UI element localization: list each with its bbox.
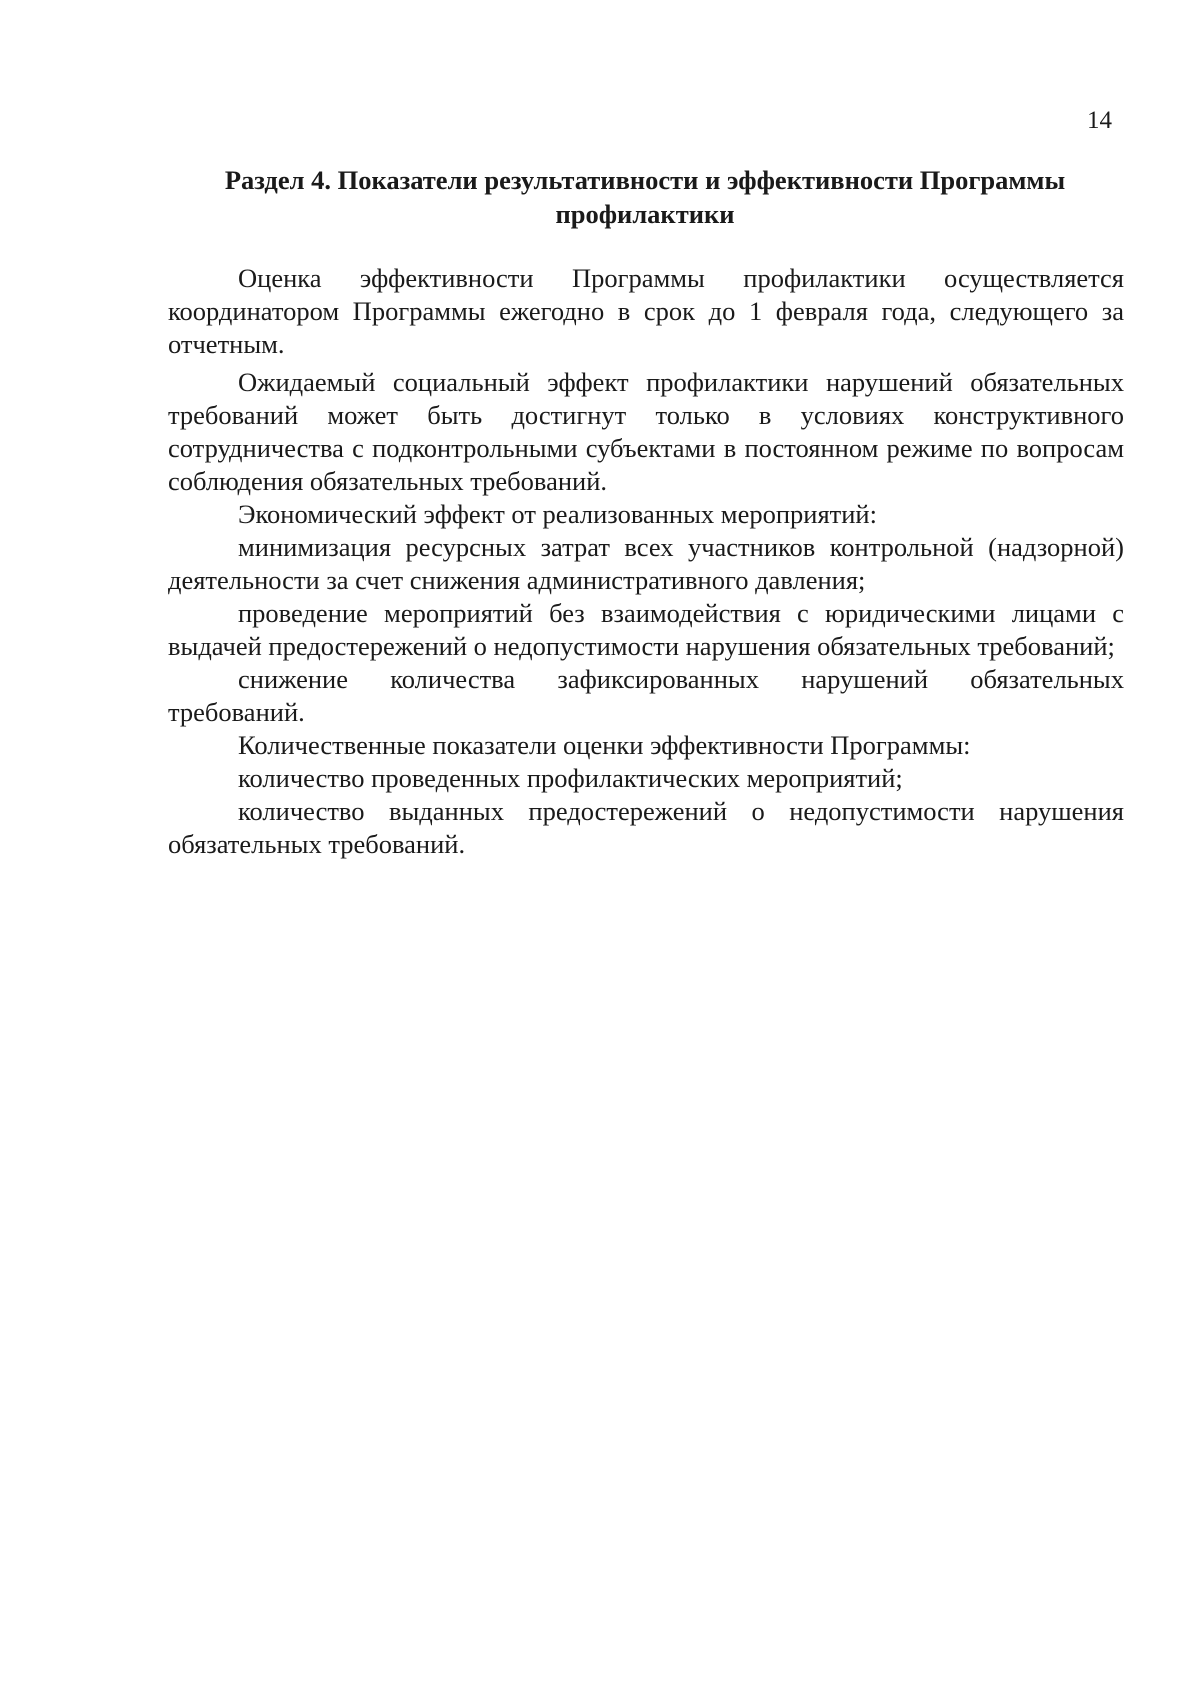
paragraph-evaluation: Оценка эффективности Программы профилактики осуществляется координатором Программы ежегодно в срок до 1 февраля года, следующего за отчетным.: [168, 263, 1124, 359]
section-heading-line-1: Раздел 4. Показатели результативности и эффективности Программы: [224, 165, 1066, 195]
page-number: 14: [1087, 107, 1112, 134]
paragraph-events-count: количество проведенных профилактических мероприятий;: [238, 763, 903, 793]
paragraph-reduction: снижение количества зафиксированных нарушений обязательных требований.: [168, 664, 1124, 727]
document-body: [168, 262, 1124, 861]
paragraph-economic-effect: Экономический эффект от реализованных мероприятий:: [238, 499, 877, 529]
section-heading: [170, 163, 1120, 231]
paragraph-warnings-count: количество выданных предостережений о недопустимости нарушения обязательных требований.: [168, 796, 1124, 859]
paragraph-activities: проведение мероприятий без взаимодействия с юридическими лицами с выдачей предостережений о недопустимости нарушения обязательных требований;: [168, 598, 1124, 661]
paragraph-minimization: минимизация ресурсных затрат всех участников контрольной (надзорной) деятельности за счет снижения административного давления;: [168, 532, 1124, 595]
paragraph-social-effect: Ожидаемый социальный эффект профилактики нарушений обязательных требований может быть достигнут только в условиях конструктивного сотрудничества с подконтрольными субъектами в постоянном режиме по вопросам соблюдения обязательных требований.: [168, 367, 1124, 496]
paragraph-quantitative-indicators: Количественные показатели оценки эффективности Программы:: [238, 730, 971, 760]
section-heading-line-2: профилактики: [555, 199, 735, 229]
